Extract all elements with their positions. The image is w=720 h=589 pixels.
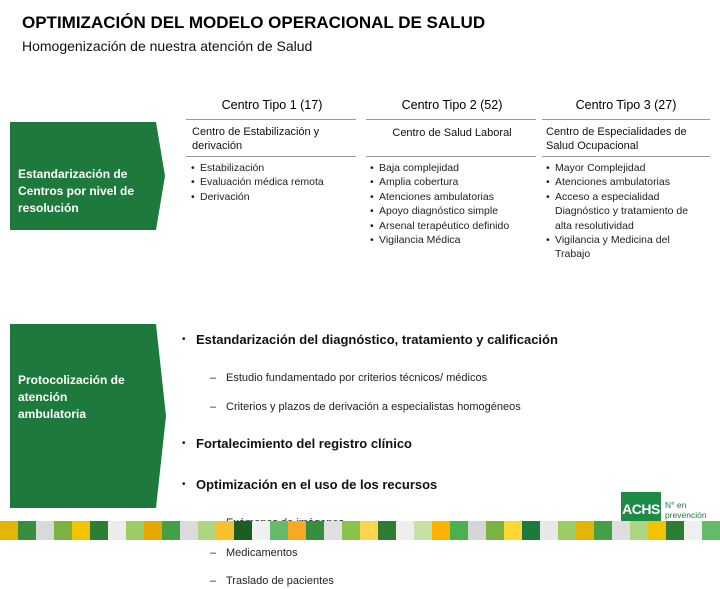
stripe-segment (144, 521, 162, 540)
section-label-line: ambulatoria (18, 407, 87, 421)
stripe-segment (558, 521, 576, 540)
stripe-segment (234, 521, 252, 540)
stripe-segment (522, 521, 540, 540)
stripe-segment (306, 521, 324, 540)
logo-tagline-line: N° en (665, 500, 687, 510)
stripe-segment (504, 521, 522, 540)
stripe-segment (450, 521, 468, 540)
stripe-segment (72, 521, 90, 540)
stripe-segment (612, 521, 630, 540)
stripe-segment (468, 521, 486, 540)
section-arrow (156, 324, 166, 508)
center-name-tipo-1: Centro de Estabilización y derivación (192, 126, 320, 152)
divider (366, 156, 536, 157)
stripe-segment (54, 521, 72, 540)
stripe-segment (324, 521, 342, 540)
section-label-line: resolución (18, 201, 79, 215)
column-header-tipo-2: Centro Tipo 2 (52) (401, 98, 503, 112)
stripe-segment (270, 521, 288, 540)
center-name-tipo-3: Centro de Especialidades de Salud Ocupacional (546, 126, 687, 152)
list-item: • Atenciones ambulatorias (546, 175, 696, 189)
decorative-stripe (0, 521, 720, 540)
stripe-segment (684, 521, 702, 540)
stripe-segment (666, 521, 684, 540)
stripe-segment (108, 521, 126, 540)
stripe-segment (378, 521, 396, 540)
divider (542, 156, 710, 157)
protocol-subitem: – Criterios y plazos de derivación a especialistas homogéneos (180, 400, 720, 415)
stripe-segment (180, 521, 198, 540)
protocol-subitem: – Traslado de pacientes (180, 574, 720, 589)
feature-list-tipo-1 (191, 161, 356, 204)
list-item: • Atenciones ambulatorias (370, 190, 538, 204)
stripe-segment (414, 521, 432, 540)
stripe-segment (126, 521, 144, 540)
protocol-item-recursos: • Optimización en el uso de los recursos (180, 476, 720, 494)
protocol-subitem: – Estudio fundamentado por criterios técnicos/ médicos (180, 371, 720, 386)
divider (186, 156, 356, 157)
stripe-segment (18, 521, 36, 540)
stripe-segment (486, 521, 504, 540)
stripe-segment (594, 521, 612, 540)
stripe-segment (360, 521, 378, 540)
feature-list-tipo-3 (546, 161, 696, 262)
list-item: • Derivación (191, 190, 356, 204)
list-item: • Arsenal terapéutico definido (370, 219, 538, 233)
section-label-line: Estandarización de (18, 167, 128, 181)
list-item: • Vigilancia y Medicina del Trabajo (546, 233, 696, 262)
stripe-segment (648, 521, 666, 540)
stripe-segment (630, 521, 648, 540)
stripe-segment (396, 521, 414, 540)
page-subtitle: Homogenización de nuestra atención de Salud (22, 38, 313, 54)
protocol-subitem: – Medicamentos (180, 546, 720, 561)
protocol-item-registro: • Fortalecimiento del registro clínico (180, 435, 720, 453)
page-title: OPTIMIZACIÓN DEL MODELO OPERACIONAL DE SALUD (22, 13, 486, 32)
section-label-line: Protocolización de (18, 373, 125, 387)
stripe-segment (252, 521, 270, 540)
divider (542, 119, 710, 120)
column-header-tipo-1: Centro Tipo 1 (17) (221, 98, 323, 112)
stripe-segment (216, 521, 234, 540)
list-item: • Vigilancia Médica (370, 233, 538, 247)
list-item: • Baja complejidad (370, 161, 538, 175)
divider (186, 119, 356, 120)
center-name-tipo-2: Centro de Salud Laboral (392, 127, 512, 139)
stripe-segment (540, 521, 558, 540)
logo-tagline (665, 500, 707, 520)
divider (366, 119, 536, 120)
list-item: • Evaluación médica remota (191, 175, 356, 189)
section-label-line: atención (18, 390, 68, 404)
section-box-estandarizacion (10, 122, 156, 230)
logo-mark: ACHS (621, 492, 661, 526)
stripe-segment (576, 521, 594, 540)
column-header-tipo-3: Centro Tipo 3 (27) (575, 98, 677, 112)
stripe-segment (162, 521, 180, 540)
protocol-item-estandarizacion: • Estandarización del diagnóstico, tratamiento y calificación (180, 331, 720, 349)
list-item: • Amplia cobertura (370, 175, 538, 189)
feature-list-tipo-2 (370, 161, 538, 247)
stripe-segment (90, 521, 108, 540)
stripe-segment (342, 521, 360, 540)
logo-tagline-line: prevención (665, 510, 707, 520)
section-label-line: Centros por nivel de (18, 184, 135, 198)
stripe-segment (36, 521, 54, 540)
stripe-segment (0, 521, 18, 540)
stripe-segment (702, 521, 720, 540)
section-box-protocolizacion (10, 324, 156, 508)
list-item: • Estabilización (191, 161, 356, 175)
stripe-segment (432, 521, 450, 540)
stripe-segment (288, 521, 306, 540)
section-arrow (156, 122, 165, 230)
list-item: • Apoyo diagnóstico simple (370, 204, 538, 218)
stripe-segment (198, 521, 216, 540)
list-item: • Mayor Complejidad (546, 161, 696, 175)
list-item: • Acceso a especialidad Diagnóstico y tratamiento de alta resolutividad (546, 190, 696, 233)
